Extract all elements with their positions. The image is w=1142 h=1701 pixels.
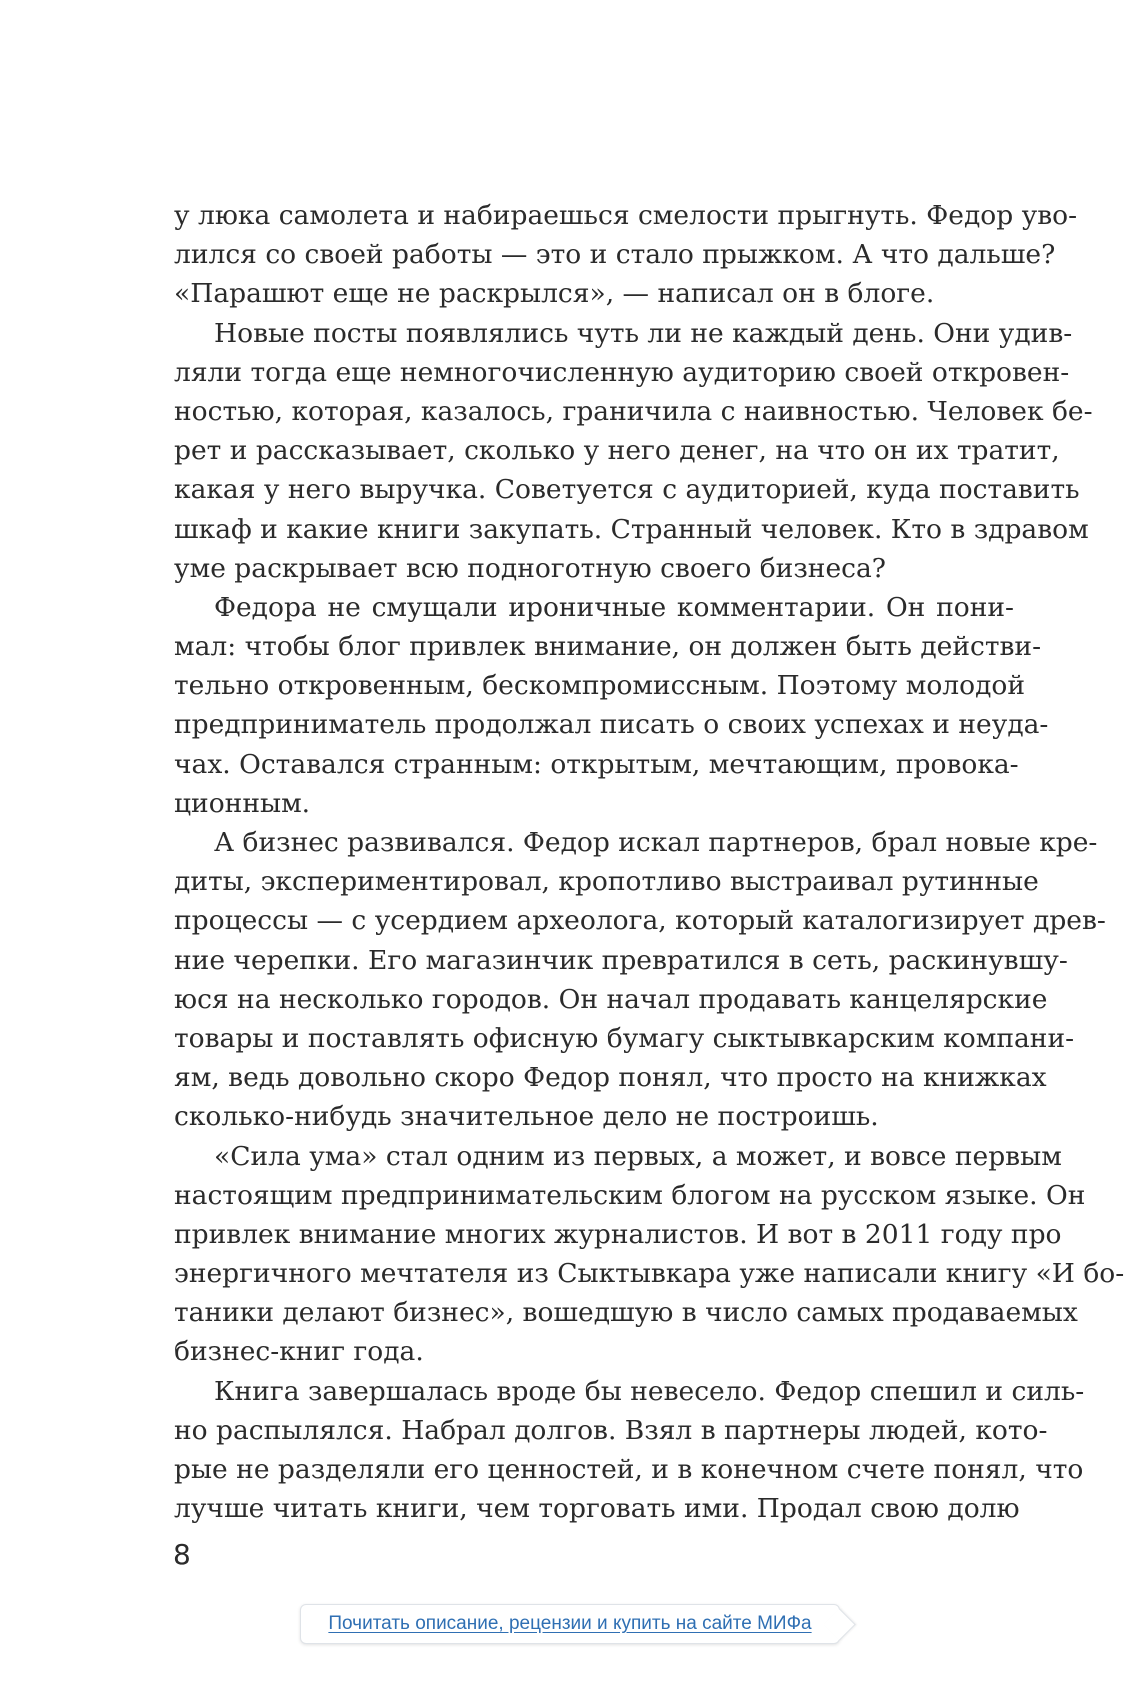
- text-line: лился со своей работы — это и стало прыжком. А что дальше?: [174, 239, 1056, 271]
- text-line: товары и поставлять офисную бумагу сыктывкарским компани-: [174, 1022, 1075, 1054]
- text-line: «Парашют еще не раскрылся», — написал он в блоге.: [174, 278, 935, 310]
- text-line: Федора не смущали ироничные комментарии. Он пони-: [214, 591, 1014, 623]
- text-line: привлек внимание многих журналистов. И вот в 2011 году про: [174, 1218, 1062, 1250]
- text-line: рет и рассказывает, сколько у него денег, на что он их тратит,: [174, 435, 1060, 467]
- text-line: настоящим предпринимательским блогом на русском языке. Он: [174, 1179, 1086, 1211]
- text-line: Книга завершалась вроде бы невесело. Федор спешил и силь-: [214, 1375, 1085, 1407]
- text-line: ляли тогда еще немногочисленную аудиторию своей откровен-: [174, 356, 1070, 388]
- paragraph: [174, 196, 1078, 314]
- text-line: процессы — с усердием археолога, который каталогизирует древ-: [174, 905, 1106, 937]
- paragraph: [174, 314, 1093, 588]
- body-text: [174, 196, 1125, 1528]
- text-line: лучше читать книги, чем торговать ими. Продал свою долю: [174, 1493, 1020, 1525]
- text-line: ционным.: [174, 787, 311, 819]
- text-line: ностью, которая, казалось, граничила с наивностью. Человек бе-: [174, 395, 1093, 427]
- text-line: чах. Оставался странным: открытым, мечтающим, провока-: [174, 748, 1019, 780]
- text-line: Новые посты появлялись чуть ли не каждый день. Они удив-: [214, 317, 1073, 349]
- text-line: «Сила ума» стал одним из первых, а может, и вовсе первым: [214, 1140, 1062, 1172]
- store-link[interactable]: Почитать описание, рецензии и купить на сайте МИФа: [328, 1613, 812, 1634]
- text-line: диты, экспериментировал, кропотливо выстраивал рутинные: [174, 866, 1039, 898]
- paragraph: [174, 823, 1106, 1137]
- paragraph: [174, 1137, 1125, 1372]
- text-line: но распылялся. Набрал долгов. Взял в партнеры людей, кото-: [174, 1414, 1048, 1446]
- text-line: шкаф и какие книги закупать. Странный человек. Кто в здравом: [174, 513, 1089, 545]
- store-link-banner: [300, 1604, 840, 1644]
- paragraph: [174, 1372, 1085, 1529]
- text-line: рые не разделяли его ценностей, и в конечном счете понял, что: [174, 1454, 1084, 1485]
- text-line: какая у него выручка. Советуется с аудиторией, куда поставить: [174, 474, 1080, 506]
- text-line: тельно откровенным, бескомпромиссным. Поэтому молодой: [174, 670, 1026, 702]
- text-line: у люка самолета и набираешься смелости прыгнуть. Федор уво-: [174, 200, 1078, 231]
- text-line: А бизнес развивался. Федор искал партнеров, брал новые кре-: [214, 827, 1098, 858]
- text-line: бизнес-книг года.: [174, 1336, 424, 1368]
- text-line: ние черепки. Его магазинчик превратился в сеть, раскинувшу-: [174, 944, 1068, 976]
- text-line: энергичного мечтателя из Сыктывкара уже написали книгу «И бо-: [174, 1258, 1125, 1290]
- text-line: таники делают бизнес», вошедшую в число самых продаваемых: [174, 1297, 1078, 1329]
- text-line: мал: чтобы блог привлек внимание, он должен быть действи-: [174, 631, 1042, 663]
- text-line: ям, ведь довольно скоро Федор понял, что просто на книжках: [174, 1062, 1047, 1094]
- text-line: предприниматель продолжал писать о своих успехах и неуда-: [174, 709, 1049, 741]
- text-line: юся на несколько городов. Он начал продавать канцелярские: [174, 983, 1048, 1015]
- page-number: 8: [173, 1538, 191, 1571]
- text-line: уме раскрывает всю подноготную своего бизнеса?: [174, 552, 886, 584]
- paragraph: [174, 588, 1049, 823]
- text-line: сколько-нибудь значительное дело не построишь.: [174, 1101, 879, 1133]
